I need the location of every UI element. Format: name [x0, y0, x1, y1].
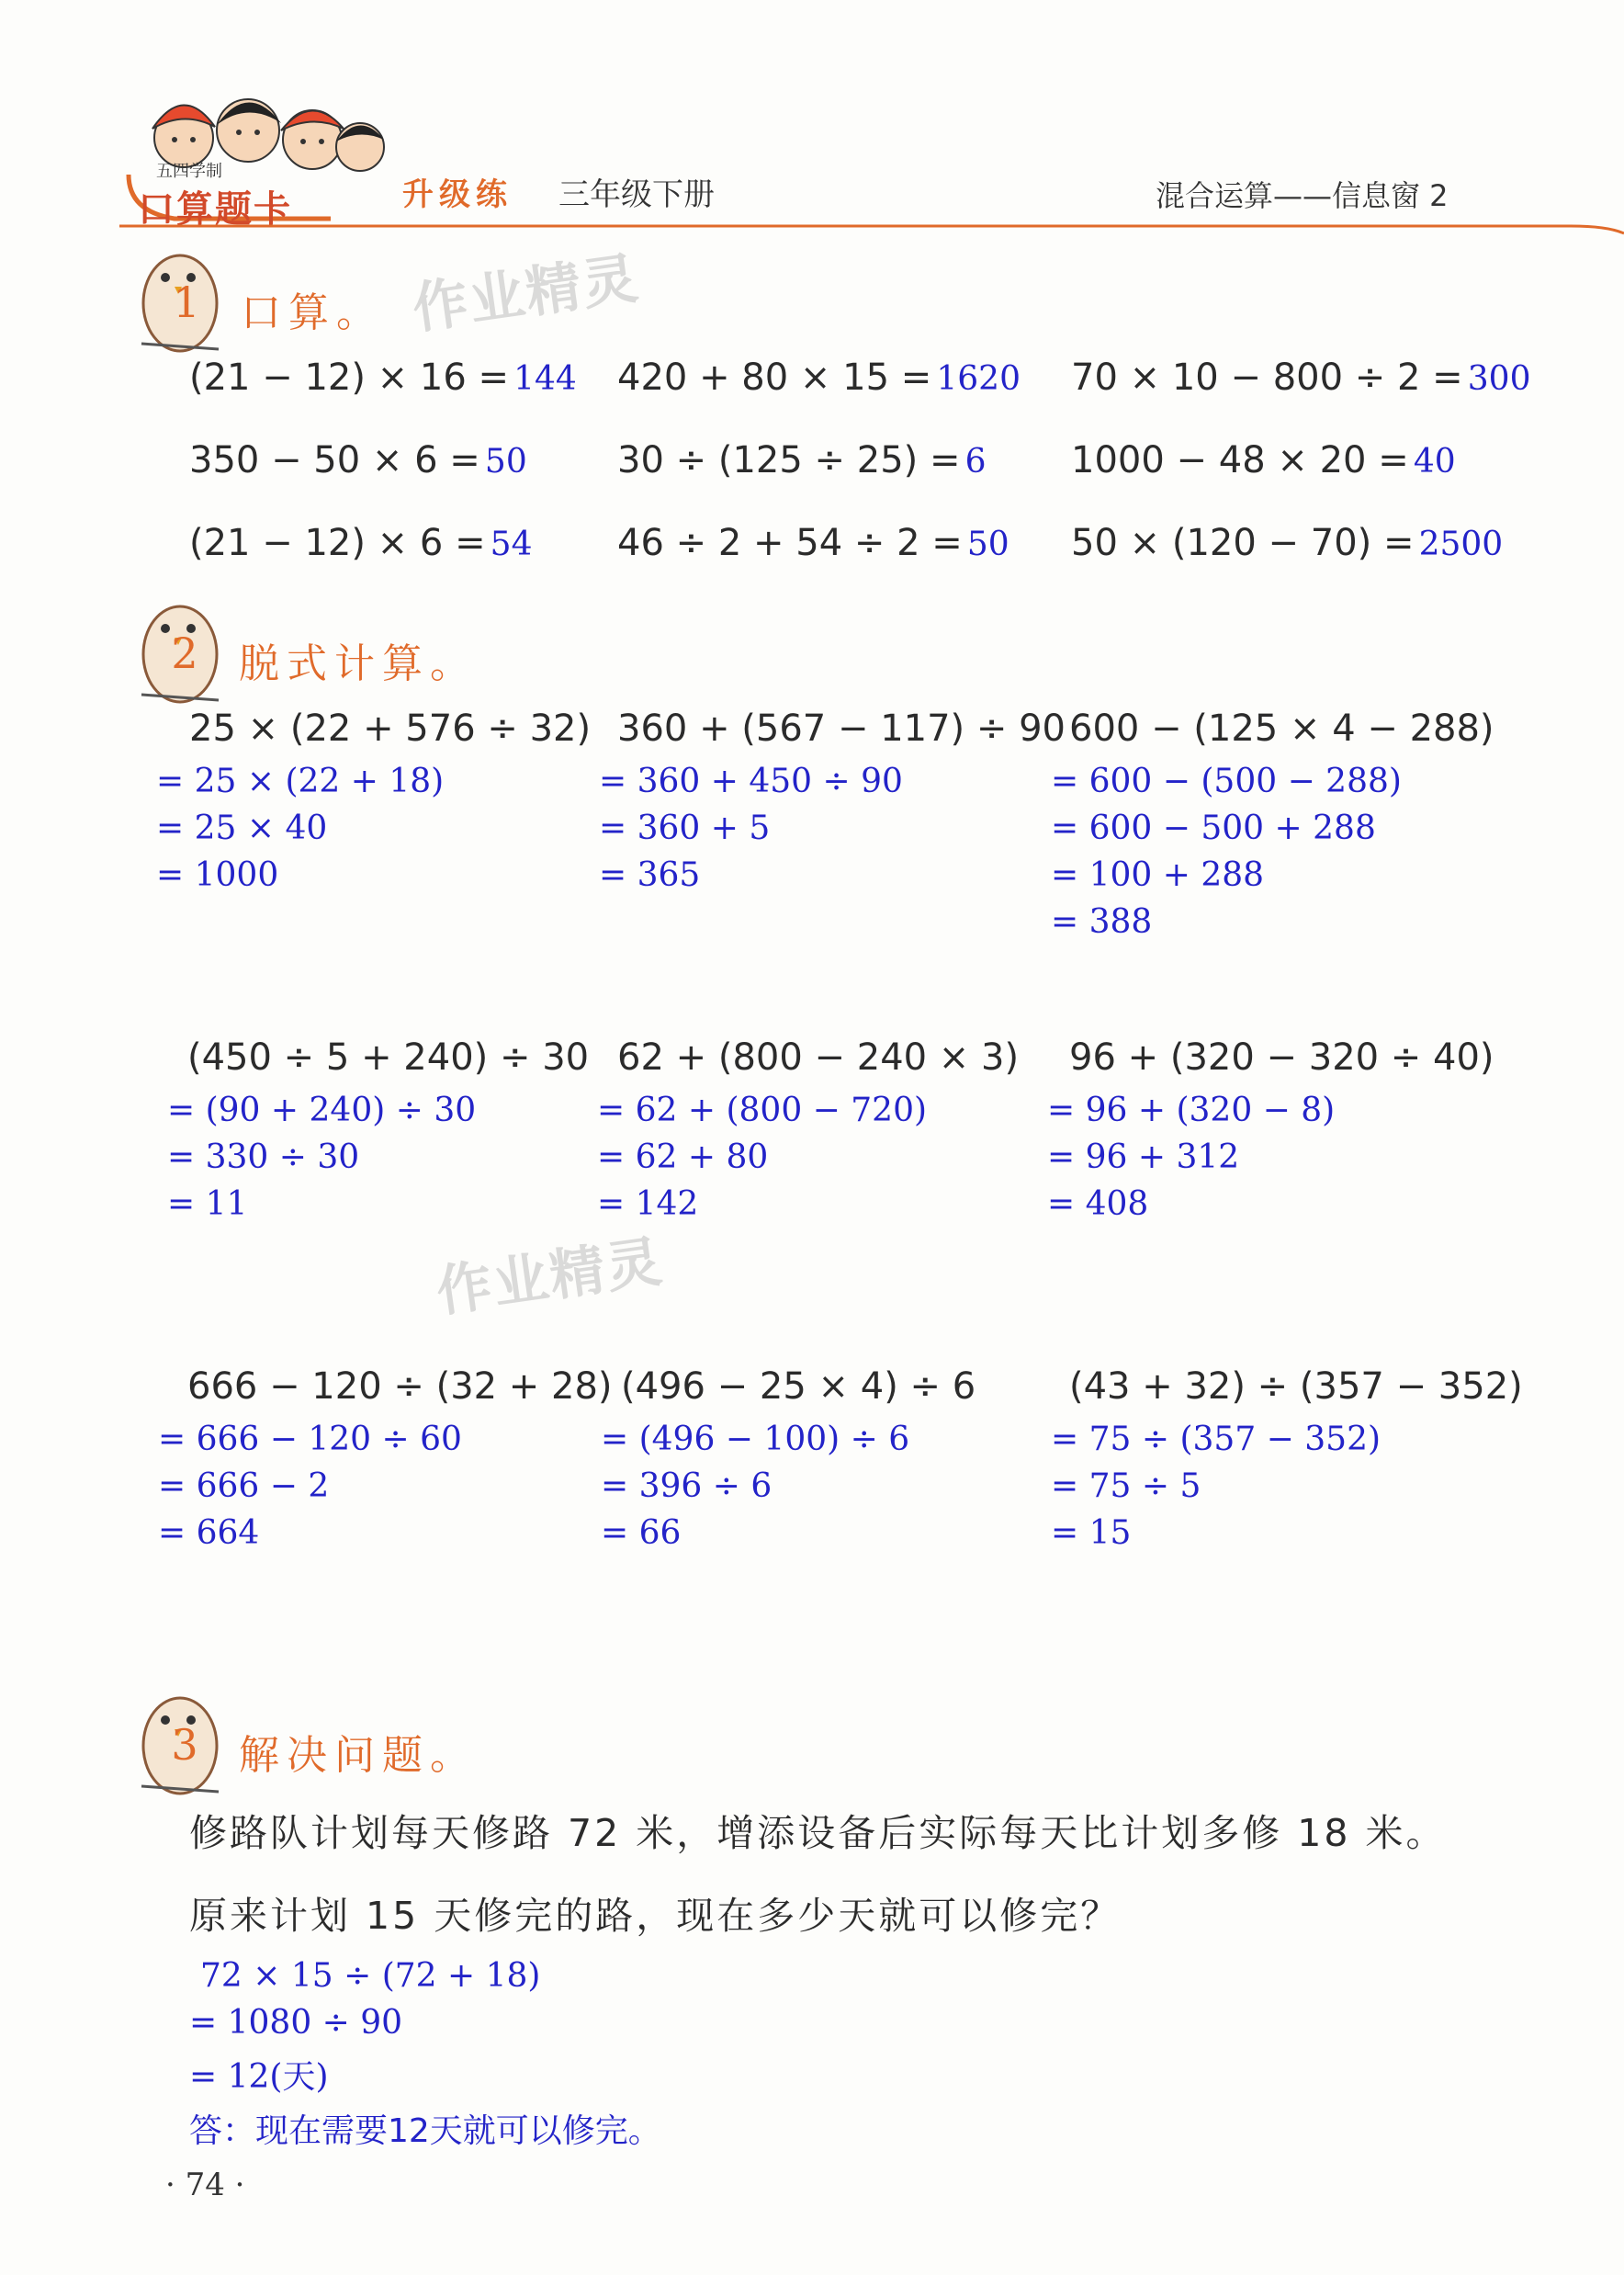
oral-answer: 300: [1467, 360, 1531, 398]
oral-item: 50 × (120 − 70) = 2500: [1071, 522, 1504, 564]
oral-item: (21 − 12) × 16 = 144: [189, 357, 577, 399]
oral-answer: 54: [490, 526, 533, 563]
topic-label: 混合运算——信息窗 2: [1156, 178, 1449, 213]
word-problem-line-1: 修路队计划每天修路 72 米，增添设备后实际每天比计划多修 18 米。: [189, 1811, 1447, 1855]
section-1-number: 1: [173, 277, 200, 327]
watermark-middle: 作业精灵: [433, 1229, 668, 1325]
calc-problem: 96 + (320 − 320 ÷ 40) = 96 + (320 − 8) = 96 + 312 = 408: [1047, 1036, 1494, 1223]
oral-item: (21 − 12) × 6 = 54: [189, 522, 533, 564]
calc-problem: 25 × (22 + 576 ÷ 32) = 25 × (22 + 18) = 25 × 40 = 1000: [156, 707, 592, 894]
section-3-number: 3: [171, 1720, 198, 1770]
calc-problem: 666 − 120 ÷ (32 + 28) = 666 − 120 ÷ 60 = 666 − 2 = 664: [158, 1365, 613, 1552]
section-2-number: 2: [171, 628, 198, 678]
calc-problem: 360 + (567 − 117) ÷ 90 = 360 + 450 ÷ 90 = 360 + 5 = 365: [599, 707, 1066, 894]
section-2-title: 脱式计算。: [239, 640, 478, 687]
word-problem-line-2: 原来计划 15 天修完的路，现在多少天就可以修完？: [189, 1894, 1122, 1938]
oral-item: 70 × 10 − 800 ÷ 2 = 300: [1071, 357, 1531, 399]
oral-answer: 50: [484, 443, 527, 481]
calc-problem: 62 + (800 − 240 × 3) = 62 + (800 − 720) = 62 + 80 = 142: [597, 1036, 1020, 1223]
grade-label: 三年级下册: [558, 176, 715, 213]
calc-problem: (450 ÷ 5 + 240) ÷ 30 = (90 + 240) ÷ 30 = 330 ÷ 30 = 11: [167, 1036, 590, 1223]
page-number: · 74 ·: [165, 2167, 245, 2203]
oral-answer: 2500: [1418, 526, 1504, 563]
oral-answer: 50: [966, 526, 1009, 563]
word-problem-solution: 72 × 15 ÷ (72 + 18) = 1080 ÷ 90 = 12(天) 答：现在需要12天就可以修完。: [189, 1957, 661, 2150]
section-3-title: 解决问题。: [239, 1732, 478, 1779]
oral-answer: 1620: [936, 360, 1021, 398]
oral-answer: 144: [513, 360, 577, 398]
oral-item: 46 ÷ 2 + 54 ÷ 2 = 50: [617, 522, 1009, 564]
oral-item: 420 + 80 × 15 = 1620: [617, 357, 1021, 399]
word-problem-answer: 答：现在需要12天就可以修完。: [189, 2112, 661, 2150]
series-label: 升级练: [402, 176, 513, 213]
watermark-top: 作业精灵: [409, 246, 644, 342]
oral-item: 1000 − 48 × 20 = 40: [1071, 439, 1456, 481]
oral-answer: 40: [1413, 443, 1456, 481]
logo-title: 口算题卡: [138, 188, 292, 231]
section-1-title: 口算。: [241, 289, 384, 336]
header-divider: [119, 224, 1624, 230]
calc-problem: (43 + 32) ÷ (357 − 352) = 75 ÷ (357 − 352) = 75 ÷ 5 = 15: [1051, 1365, 1523, 1552]
oral-answer: 6: [964, 443, 987, 481]
oral-item: 30 ÷ (125 ÷ 25) = 6: [617, 439, 987, 481]
calc-problem: 600 − (125 × 4 − 288) = 600 − (500 − 288) = 600 − 500 + 288 = 100 + 288 = 388: [1051, 707, 1494, 941]
oral-item: 350 − 50 × 6 = 50: [189, 439, 527, 481]
logo-subtitle: 五四学制: [156, 162, 222, 181]
calc-problem: (496 − 25 × 4) ÷ 6 = (496 − 100) ÷ 6 = 396 ÷ 6 = 66: [601, 1365, 976, 1552]
